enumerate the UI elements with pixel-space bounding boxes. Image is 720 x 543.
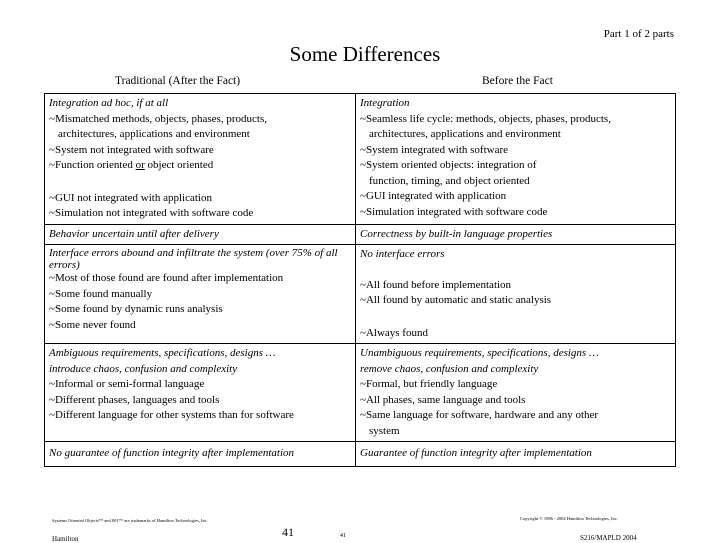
list-item: ~All found by automatic and static analysis (360, 294, 552, 306)
table-row (45, 245, 676, 344)
author-name: Hamilton (52, 535, 79, 543)
copyright-notice: Copyright © 1986 - 2004 Hamilton Technologies, Inc. (520, 516, 618, 521)
list-item-continuation: system (369, 424, 400, 437)
cell-heading: Unambiguous requirements, specifications, designs … (360, 347, 599, 359)
table-row (45, 224, 676, 245)
cell-heading: Ambiguous requirements, specifications, designs … (49, 347, 276, 359)
table-row (45, 94, 676, 225)
list-item: ~All phases, same language and tools (360, 393, 526, 406)
list-item-text: ~Function oriented (49, 159, 136, 171)
slide-title: Some Differences (289, 42, 441, 66)
list-item: ~Informal or semi-formal language (49, 378, 205, 390)
cell-heading: introduce chaos, confusion and complexity (49, 362, 238, 375)
list-item: ~All found before implementation (360, 278, 512, 291)
cell-heading: Interface errors abound and infiltrate the system (over 75% of all errors) (49, 247, 338, 271)
list-item: ~Some found by dynamic runs analysis (49, 303, 223, 315)
column-header-before-the-fact: Before the Fact (482, 75, 553, 87)
list-item: ~Some found manually (49, 287, 153, 300)
cell-heading: Integration ad hoc, if at all (49, 97, 169, 109)
table-row (45, 344, 676, 442)
list-item: ~System not integrated with software (49, 143, 214, 156)
list-item: ~Simulation not integrated with software code (49, 207, 254, 219)
table-cell: No guarantee of function integrity after implementation (45, 442, 356, 467)
underlined-word: or (135, 159, 145, 171)
course-label: S216/MAPLD 2004 (580, 534, 637, 542)
part-indicator: Part 1 of 2 parts (603, 28, 674, 40)
table-cell (45, 344, 356, 442)
cell-heading: Integration (360, 97, 410, 109)
cell-heading: remove chaos, confusion and complexity (360, 362, 539, 375)
page-number-small: 41 (340, 533, 346, 539)
list-item: ~System oriented objects: integration of (360, 159, 537, 171)
table-cell (356, 245, 676, 344)
list-item: ~Most of those found are found after implementation (49, 272, 284, 284)
column-header-traditional: Traditional (After the Fact) (115, 75, 241, 87)
list-item: ~Seamless life cycle: methods, objects, phases, products, (360, 112, 611, 125)
list-item-text: object oriented (144, 159, 214, 171)
list-item (49, 158, 351, 174)
page-number: 41 (282, 525, 294, 539)
list-item: ~Some never found (49, 318, 136, 331)
table-cell (45, 94, 356, 225)
table-cell: Correctness by built-in language properties (356, 224, 676, 245)
table-cell (356, 344, 676, 442)
list-item: ~GUI not integrated with application (49, 191, 212, 204)
list-item-continuation: function, timing, and object oriented (369, 174, 530, 187)
table-cell (356, 94, 676, 225)
list-item: ~Different phases, languages and tools (49, 393, 220, 406)
table-cell: Guarantee of function integrity after implementation (356, 442, 676, 467)
cell-heading: No interface errors (360, 248, 445, 260)
table-cell: Behavior uncertain until after delivery (45, 224, 356, 245)
list-item: ~Formal, but friendly language (360, 378, 498, 390)
list-item: ~Simulation integrated with software code (360, 205, 548, 218)
table-row (45, 442, 676, 467)
list-item-continuation: architectures, applications and environment (58, 128, 250, 140)
list-item: ~Different language for other systems than for software (49, 409, 294, 421)
table-cell (45, 245, 356, 344)
list-item: ~Always found (360, 326, 428, 339)
list-item: ~Same language for software, hardware and any other (360, 409, 599, 421)
list-item: ~GUI integrated with application (360, 190, 507, 202)
comparison-table (44, 93, 676, 467)
list-item: ~Mismatched methods, objects, phases, products, (49, 112, 267, 125)
list-item-continuation: architectures, applications and environment (369, 128, 561, 140)
list-item: ~System integrated with software (360, 143, 509, 156)
trademark-notice: Systems Oriented Objects™ and 001™ are trademarks of Hamilton Technologies, Inc. (52, 518, 208, 523)
